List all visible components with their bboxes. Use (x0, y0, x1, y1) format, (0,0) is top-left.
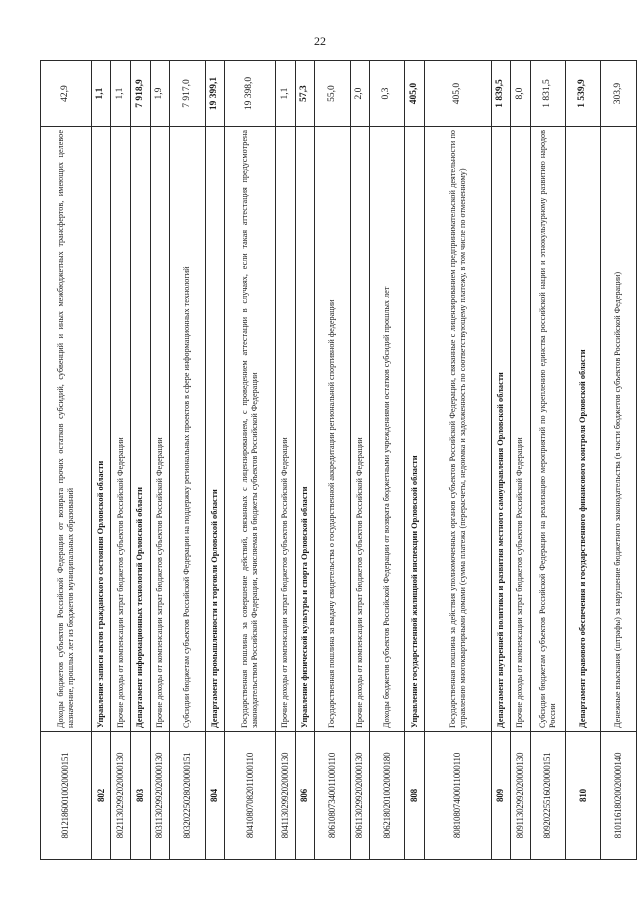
description-cell: Управление государственной жилищной инспекции Орловской области (405, 127, 425, 732)
budget-code-cell: 810 (566, 732, 601, 860)
table-row (295, 61, 315, 860)
revenue-table (40, 60, 637, 860)
rotated-page-area (40, 60, 623, 860)
page-number: 22 (314, 34, 326, 48)
description-cell: Департамент внутренней политики и развития местного самоуправления Орловской области (491, 127, 511, 732)
table-row (41, 61, 92, 860)
amount-cell: 7 917,0 (170, 61, 205, 127)
description-cell: Денежные взыскания (штрафы) за нарушение бюджетного законодательства (в части бюджетов субъектов Российской Федерации) (601, 127, 636, 732)
description-cell: Департамент правового обеспечения и государственного финансового контроля Орловской области (566, 127, 601, 732)
table-row (350, 61, 370, 860)
description-cell: Государственная пошлина за выдачу свидетельства о государственной аккредитации региональной спортивной федерации (315, 127, 350, 732)
table-row (205, 61, 225, 860)
table-row (131, 61, 151, 860)
amount-cell: 1 831,5 (530, 61, 565, 127)
budget-code-cell: 80411302992020000130 (276, 732, 296, 860)
amount-cell: 42,9 (41, 61, 92, 127)
table-row (566, 61, 601, 860)
budget-code-cell: 808 (405, 732, 425, 860)
table-row (111, 61, 131, 860)
description-cell: Государственная пошлина за действия уполномоченных органов субъектов Российской Федерации, связанные с лицензированием предпринимательской деятельности по управлению многоквартирными домами (сумма платежа (перерасчеты, недоимка и задолженность по соответствующему платежу, в том числе по отмененному) (425, 127, 492, 732)
budget-code-cell: 804 (205, 732, 225, 860)
amount-cell: 1 539,9 (566, 61, 601, 127)
amount-cell: 303,9 (601, 61, 636, 127)
amount-cell: 7 918,9 (131, 61, 151, 127)
description-cell: Прочие доходы от компенсации затрат бюджетов субъектов Российской Федерации (111, 127, 131, 732)
amount-cell: 405,0 (425, 61, 492, 127)
description-cell: Доходы бюджетов субъектов Российской Федерации от возврата прочих остатков субсидий, субвенций и иных межбюджетных трансфертов, имеющих целевое назначение, прошлых лет из бюджетов муниципальных образований (41, 127, 92, 732)
description-cell: Субсидии бюджетам субъектов Российской Федерации на реализацию мероприятий по укреплению единства российской нации и этнокультурному развитию народов России (530, 127, 565, 732)
table-row (170, 61, 205, 860)
description-cell: Государственная пошлина за совершение действий, связанных с лицензированием, с проведением аттестации в случаях, если такая аттестация предусмотрена законодательством Российской Федерации, зачисляемая в бюджеты субъектов Российской Федерации (225, 127, 276, 732)
budget-code-cell: 80211302992020000130 (111, 732, 131, 860)
description-cell: Департамент информационных технологий Орловской области (131, 127, 151, 732)
amount-cell: 1 839,5 (491, 61, 511, 127)
revenue-table-wrapper (40, 60, 623, 860)
table-row (91, 61, 111, 860)
table-row (225, 61, 276, 860)
budget-code-cell: 80410807082011000110 (225, 732, 276, 860)
budget-code-cell: 80311302992020000130 (150, 732, 170, 860)
budget-code-cell: 80911302992020000130 (511, 732, 531, 860)
table-row (511, 61, 531, 860)
table-row (276, 61, 296, 860)
revenue-table-body (41, 61, 637, 860)
budget-code-cell: 809 (491, 732, 511, 860)
budget-code-cell: 80320225028020000151 (170, 732, 205, 860)
description-cell: Прочие доходы от компенсации затрат бюджетов субъектов Российской Федерации (511, 127, 531, 732)
budget-code-cell: 806 (295, 732, 315, 860)
amount-cell: 55,0 (315, 61, 350, 127)
description-cell: Управление физической культуры и спорта Орловской области (295, 127, 315, 732)
budget-code-cell: 81011618020020000140 (601, 732, 636, 860)
amount-cell: 8,0 (511, 61, 531, 127)
table-row (530, 61, 565, 860)
budget-code-cell: 80611302992020000130 (350, 732, 370, 860)
amount-cell: 57,3 (295, 61, 315, 127)
description-cell: Прочие доходы от компенсации затрат бюджетов субъектов Российской Федерации (350, 127, 370, 732)
budget-code-cell: 802 (91, 732, 111, 860)
amount-cell: 1,1 (276, 61, 296, 127)
description-cell: Субсидии бюджетам субъектов Российской Федерации на поддержку региональных проектов в сфере информационных технологий (170, 127, 205, 732)
amount-cell: 1,9 (150, 61, 170, 127)
table-row (425, 61, 492, 860)
table-row (315, 61, 350, 860)
amount-cell: 2,0 (350, 61, 370, 127)
description-cell: Управление записи актов гражданского состояния Орловской области (91, 127, 111, 732)
budget-code-cell: 80121860010020000151 (41, 732, 92, 860)
amount-cell: 0,3 (370, 61, 405, 127)
description-cell: Доходы бюджетов субъектов Российской Федерации от возврата бюджетными учреждениями остатков субсидий прошлых лет (370, 127, 405, 732)
table-row (405, 61, 425, 860)
amount-cell: 19 399,1 (205, 61, 225, 127)
description-cell: Прочие доходы от компенсации затрат бюджетов субъектов Российской Федерации (150, 127, 170, 732)
table-row (491, 61, 511, 860)
table-row (601, 61, 636, 860)
budget-code-cell: 80610807340011000110 (315, 732, 350, 860)
budget-code-cell: 80621802010020000180 (370, 732, 405, 860)
table-row (370, 61, 405, 860)
amount-cell: 1,1 (91, 61, 111, 127)
amount-cell: 405,0 (405, 61, 425, 127)
budget-code-cell: 80810807400011000110 (425, 732, 492, 860)
budget-code-cell: 803 (131, 732, 151, 860)
description-cell: Департамент промышленности и торговли Орловской области (205, 127, 225, 732)
description-cell: Прочие доходы от компенсации затрат бюджетов субъектов Российской Федерации (276, 127, 296, 732)
amount-cell: 1,1 (111, 61, 131, 127)
amount-cell: 19 398,0 (225, 61, 276, 127)
table-row (150, 61, 170, 860)
budget-code-cell: 80920225516020000151 (530, 732, 565, 860)
